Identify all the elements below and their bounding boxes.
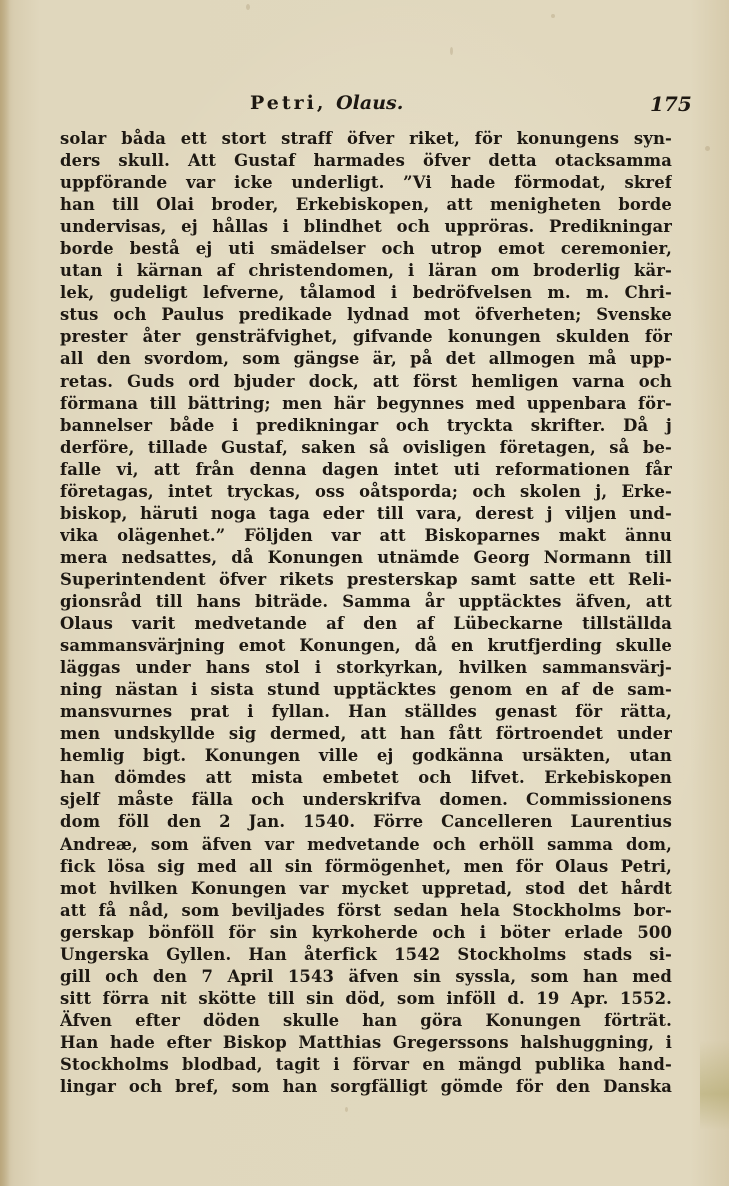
text-line: utan i kärnan af christendomen, i läran om broderlig kär- (60, 261, 672, 281)
text-line: derföre, tillade Gustaf, saken så ovisligen företagen, så be- (60, 437, 672, 457)
text-line: mot hvilken Konungen var mycket uppretad, stod det hårdt (60, 878, 672, 898)
text-line: mansvurnes prat i fyllan. Han ställdes genast för rätta, (60, 702, 672, 722)
text-line: dom föll den 2 Jan. 1540. Förre Cancelleren Laurentius (60, 812, 672, 832)
page-number: 175 (650, 92, 692, 116)
running-head-given-name: Olaus. (336, 92, 404, 114)
text-line: hemlig bigt. Konungen ville ej godkänna ursäkten, utan (60, 746, 672, 766)
text-line: gerskap bönföll för sin kyrkoherde och i böter erlade 500 (60, 922, 672, 942)
text-line: uppförande var icke underligt. ”Vi hade förmodat, skref (60, 173, 672, 193)
ink-speck (551, 14, 555, 18)
text-line: stus och Paulus predikade lydnad mot öfverheten; Svenske (60, 305, 672, 325)
text-line: Andreæ, som äfven var medvetande och erhöll samma dom, (60, 834, 672, 854)
text-line: falle vi, att från denna dagen intet uti reformationen får (60, 459, 672, 479)
text-line: undervisas, ej hållas i blindhet och uppröras. Predikningar (60, 217, 672, 237)
text-line: han till Olai broder, Erkebiskopen, att menigheten borde (60, 195, 672, 215)
text-line: han dömdes att mista embetet och lifvet. Erkebiskopen (60, 768, 672, 788)
ink-speck (450, 47, 453, 55)
running-head (250, 92, 403, 114)
text-line: Han hade efter Biskop Matthias Gregerssons halshuggning, i (60, 1032, 672, 1052)
page-header (0, 92, 729, 122)
text-line: mera nedsattes, då Konungen utnämde Georg Normann till (60, 547, 672, 567)
text-line: biskop, häruti noga taga eder till vara, derest j viljen und- (60, 503, 672, 523)
text-line: förmana till bättring; men här begynnes med uppenbara för- (60, 393, 672, 413)
text-line: Stockholms blodbad, tagit i förvar en mängd publika hand- (60, 1054, 672, 1074)
text-line: vika olägenhet.” Följden var att Biskoparnes makt ännu (60, 525, 672, 545)
text-line: gionsråd till hans biträde. Samma år upptäcktes äfven, att (60, 591, 672, 611)
text-line: ders skull. Att Gustaf harmades öfver detta otacksamma (60, 151, 672, 171)
text-line: retas. Guds ord bjuder dock, att först hemligen varna och (60, 371, 672, 391)
text-line: bannelser både i predikningar och tryckta skrifter. Då j (60, 415, 672, 435)
text-line: all den svordom, som gängse är, på det allmogen må upp- (60, 349, 672, 369)
text-line: att få nåd, som beviljades först sedan hela Stockholms bor- (60, 900, 672, 920)
text-line: borde bestå ej uti smädelser och utrop emot ceremonier, (60, 239, 672, 259)
text-line: prester åter gensträfvighet, gifvande konungen skulden för (60, 327, 672, 347)
text-line: Olaus varit medvetande af den af Lübeckarne tillställda (60, 614, 672, 634)
text-line: sitt förra nit skötte till sin död, som inföll d. 19 Apr. 1552. (60, 988, 672, 1008)
text-line: Äfven efter döden skulle han göra Konungen förträt. (60, 1010, 672, 1030)
body-text (60, 128, 672, 1098)
text-line: solar båda ett stort straff öfver riket, för konungens syn- (60, 129, 672, 148)
ink-speck (246, 4, 250, 10)
binding-edge (0, 0, 10, 1186)
text-line: fick lösa sig med all sin förmögenhet, men för Olaus Petri, (60, 856, 672, 876)
text-line: Superintendent öfver rikets presterskap samt satte ett Reli- (60, 569, 672, 589)
ink-speck (705, 146, 710, 151)
text-line: sjelf måste fälla och underskrifva domen. Commissionens (60, 790, 672, 810)
text-line: ning nästan i sista stund upptäcktes genom en af de sam- (60, 680, 672, 700)
text-line: gill och den 7 April 1543 äfven sin syssla, som han med (60, 966, 672, 986)
running-head-name: Petri, (250, 92, 327, 114)
text-line: företagas, intet tryckas, oss oåtsporda; och skolen j, Erke- (60, 481, 672, 501)
text-line: lek, gudeligt lefverne, tålamod i bedröfvelsen m. m. Chri- (60, 283, 672, 303)
text-line: sammansvärjning emot Konungen, då en krutfjerding skulle (60, 636, 672, 656)
text-line: men undskyllde sig dermed, att han fått förtroendet under (60, 724, 672, 744)
text-line: läggas under hans stol i storkyrkan, hvilken sammansvärj- (60, 658, 672, 678)
text-line: lingar och bref, som han sorgfälligt gömde för den Danska (60, 1077, 672, 1097)
text-line: Ungerska Gyllen. Han återfick 1542 Stockholms stads si- (60, 944, 672, 964)
ink-speck (345, 1107, 348, 1112)
page-stain (700, 1040, 729, 1130)
